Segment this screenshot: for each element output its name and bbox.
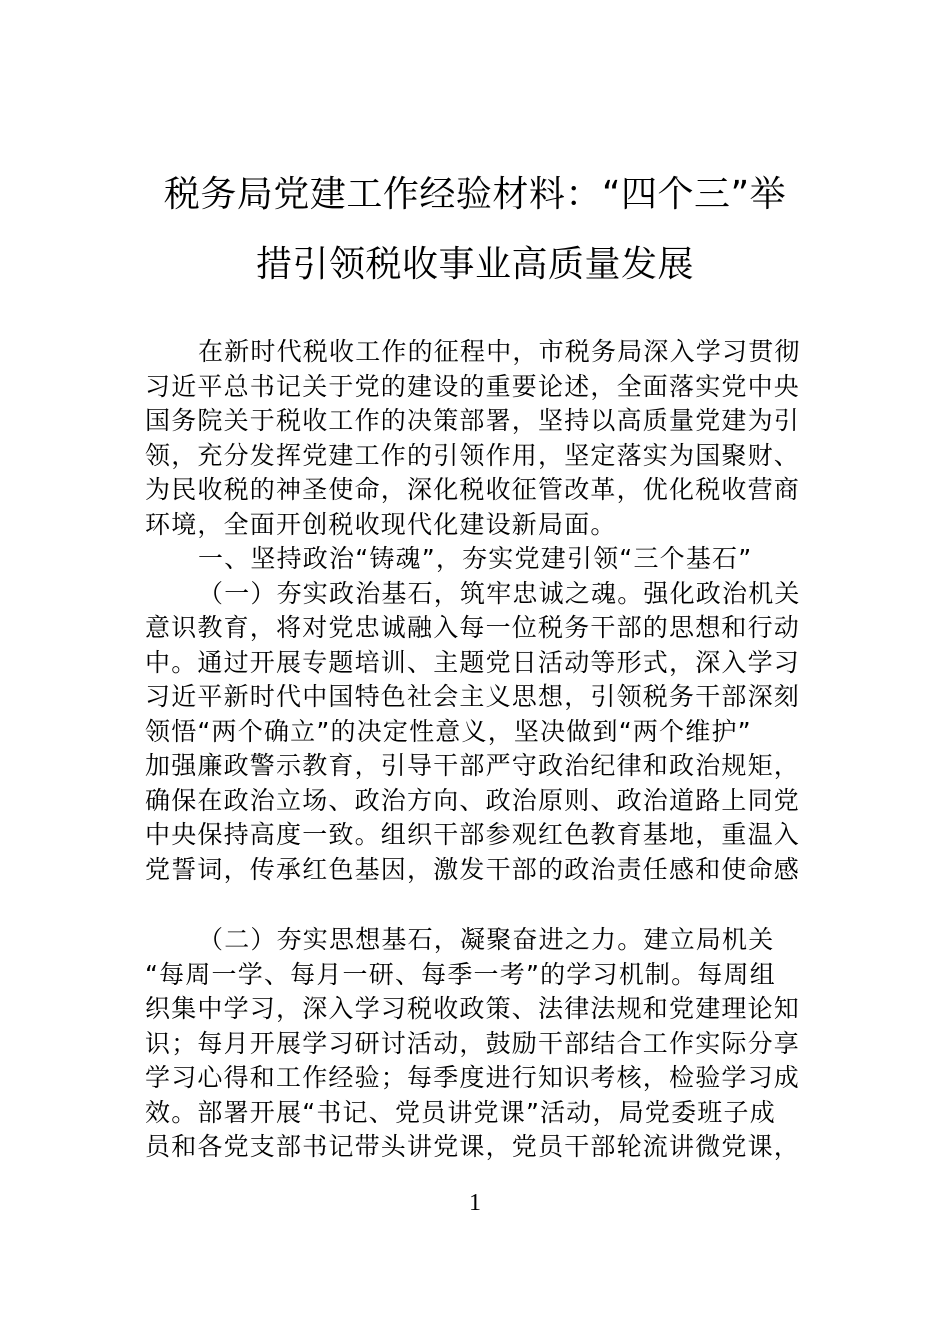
text-line: 领，充分发挥党建工作的引领作用，坚定落实为国聚财、 bbox=[145, 440, 801, 470]
text-line: 党誓词，传承红色基因，激发干部的政治责任感和使命感 bbox=[145, 854, 801, 884]
text-line: 环境，全面开创税收现代化建设新局面。 bbox=[145, 509, 617, 539]
text-line: 员和各党支部书记带头讲党课，党员干部轮流讲微党课， bbox=[145, 1132, 801, 1161]
page-number: 1 bbox=[469, 1190, 481, 1216]
paragraph-intro bbox=[145, 335, 815, 542]
text-line: 意识教育，将对党忠诚融入每一位税务干部的思想和行动 bbox=[145, 613, 801, 642]
text-line: 学习心得和工作经验；每季度进行知识考核，检验学习成 bbox=[145, 1063, 801, 1092]
text-line: 确保在政治立场、政治方向、政治原则、政治道路上同党 bbox=[145, 785, 801, 815]
text-line: 国务院关于税收工作的决策部署，坚持以高质量党建为引 bbox=[145, 406, 801, 435]
text-line: 识；每月开展学习研讨活动，鼓励干部结合工作实际分享 bbox=[145, 1028, 801, 1058]
text-line: 为民收税的神圣使命，深化税收征管改革，优化税收营商 bbox=[145, 475, 801, 504]
text-line: 在新时代税收工作的征程中，市税务局深入学习贯彻 bbox=[198, 337, 801, 366]
text-line: （二）夯实思想基石，凝聚奋进之力。建立局机关 bbox=[198, 925, 775, 954]
text-line: 习近平总书记关于党的建设的重要论述，全面落实党中央 bbox=[145, 371, 801, 401]
text-line: 加强廉政警示教育，引导干部严守政治纪律和政治规矩， bbox=[145, 751, 801, 780]
text-line: 习近平新时代中国特色社会主义思想，引领税务干部深刻 bbox=[145, 682, 801, 711]
text-line: 效。部署开展“书记、党员讲党课”活动，局党委班子成 bbox=[145, 1097, 776, 1127]
text-line: 中央保持高度一致。组织干部参观红色教育基地，重温入 bbox=[145, 820, 801, 849]
document-body bbox=[145, 335, 815, 1165]
blank-line bbox=[145, 887, 815, 923]
paragraph-subsection-1 bbox=[145, 577, 815, 888]
paragraph-subsection-2 bbox=[145, 923, 815, 1165]
text-line: （一）夯实政治基石，筑牢忠诚之魂。强化政治机关 bbox=[198, 578, 801, 608]
text-line: “每周一学、每月一研、每季一考”的学习机制。每周组 bbox=[145, 959, 776, 989]
text-line: 织集中学习，深入学习税收政策、法律法规和党建理论知 bbox=[145, 994, 801, 1023]
document-title-line-1: 税务局党建工作经验材料：“四个三”举 bbox=[163, 174, 787, 215]
heading-line: 一、坚持政治“铸魂”，夯实党建引领“三个基石” bbox=[198, 544, 753, 573]
text-line: 中。通过开展专题培训、主题党日活动等形式，深入学习 bbox=[145, 647, 801, 677]
document-title-line-2: 措引领税收事业高质量发展 bbox=[255, 244, 694, 285]
section-heading-1 bbox=[145, 542, 815, 577]
text-line: 领悟“两个确立”的决定性意义，坚决做到“两个维护” bbox=[145, 716, 752, 746]
